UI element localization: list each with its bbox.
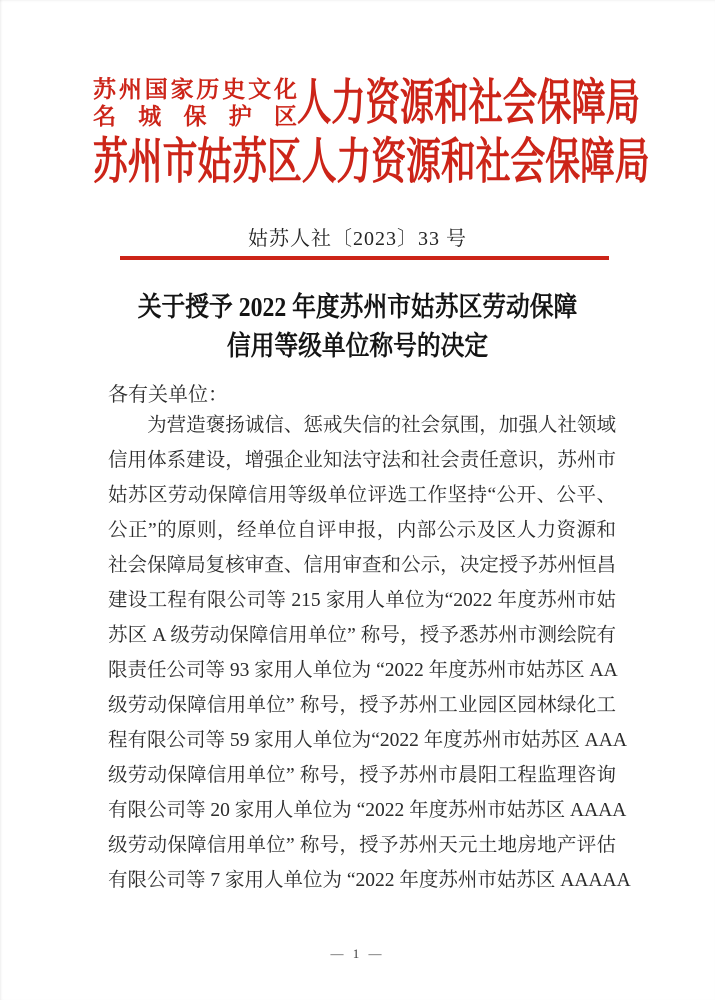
body-line: 社会保障局复核审查、信用审查和公示，决定授予苏州恒昌 — [108, 555, 616, 576]
masthead-row-1 — [93, 76, 653, 130]
masthead-small-line2: 名城保护区 — [93, 104, 297, 129]
document-number: 姑苏人社〔2023〕33 号 — [248, 228, 467, 250]
body-line: 建设工程有限公司等 215 家用人单位为“2022 年度苏州市姑 — [108, 590, 616, 611]
body-line: 姑苏区劳动保障信用等级单位评选工作坚持“公开、公平、 — [108, 485, 616, 506]
document-title-line2: 信用等级单位称号的决定 — [226, 331, 489, 361]
body-line: 有限公司等 7 家用人单位为 “2022 年度苏州市姑苏区 AAAAA — [108, 870, 631, 891]
body-line: 有限公司等 20 家用人单位为 “2022 年度苏州市姑苏区 AAAA — [108, 800, 627, 821]
masthead — [93, 76, 653, 188]
masthead-bureau-name: 人力资源和社会保障局 — [297, 75, 641, 130]
masthead-bureau-name-wrap — [297, 77, 649, 129]
body-line: 苏区 A 级劳动保障信用单位” 称号，授予悉苏州市测绘院有 — [108, 625, 616, 646]
body-line: 公正”的原则，经单位自评申报，内部公示及区人力资源和 — [108, 520, 616, 541]
body-line: 级劳动保障信用单位” 称号，授予苏州天元土地房地产评估 — [108, 835, 616, 856]
document-title-line1: 关于授予 2022 年度苏州市姑苏区劳动保障 — [137, 292, 578, 322]
masthead-district-bureau-name: 苏州市姑苏区人力资源和社会保障局 — [93, 134, 650, 189]
body-line: 级劳动保障信用单位” 称号，授予苏州工业园区园林绿化工 — [108, 695, 616, 716]
body-paragraph — [108, 408, 631, 898]
body-line: 程有限公司等 59 家用人单位为“2022 年度苏州市姑苏区 AAA — [108, 730, 627, 751]
body-line: 为营造褒扬诚信、惩戒失信的社会氛围，加强人社领域 — [108, 415, 616, 436]
masthead-small-line1: 苏州国家历史文化 — [93, 77, 297, 102]
masthead-small-title — [93, 76, 297, 130]
salutation: 各有关单位： — [108, 384, 228, 406]
body-line: 信用体系建设，增强企业知法守法和社会责任意识，苏州市 — [108, 450, 616, 471]
page-number: — 1 — — [330, 946, 385, 961]
masthead-row-2 — [93, 136, 653, 188]
document-title — [90, 288, 624, 366]
body-line: 级劳动保障信用单位” 称号，授予苏州市晨阳工程监理咨询 — [108, 765, 616, 786]
body-line: 限责任公司等 93 家用人单位为 “2022 年度苏州市姑苏区 AA — [108, 660, 618, 681]
red-divider-rule — [120, 256, 609, 260]
